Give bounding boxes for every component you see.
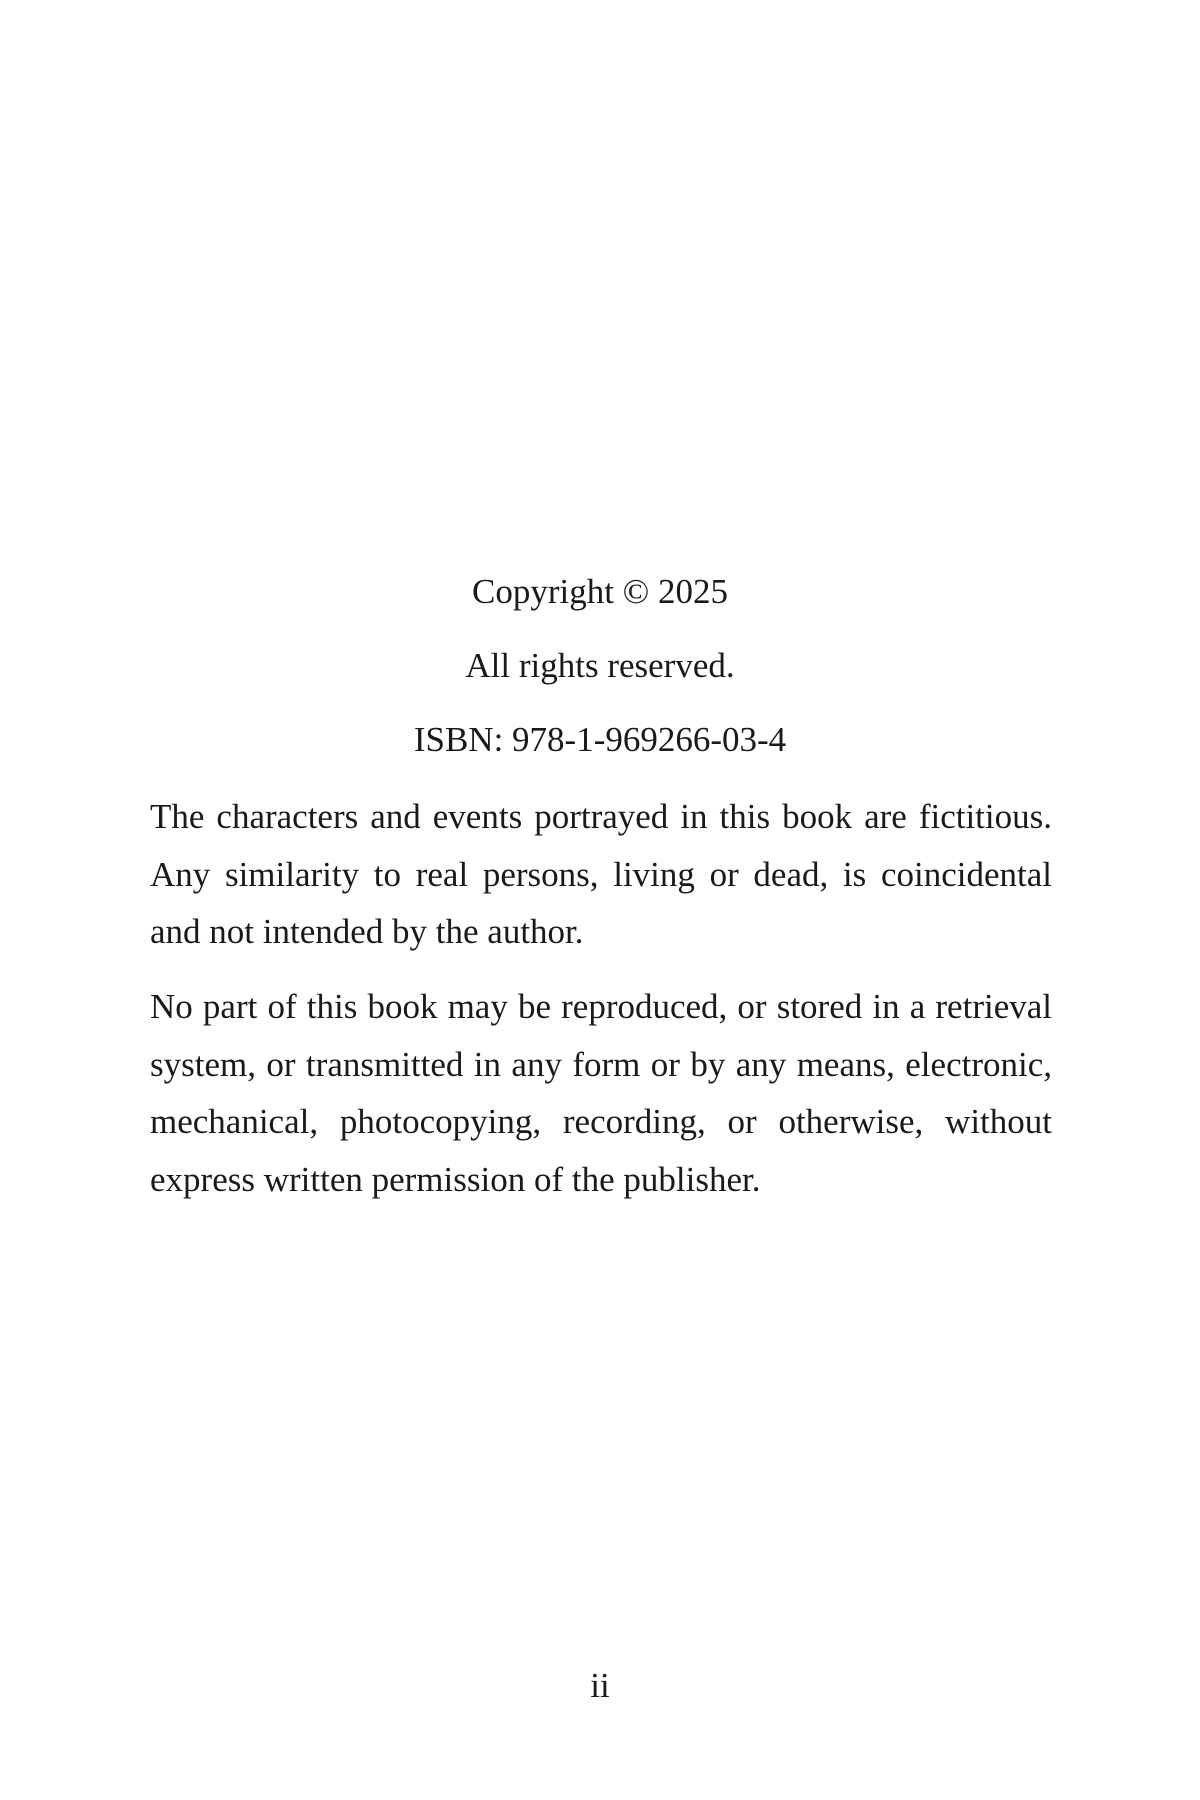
rights-statement: All rights reserved. — [465, 646, 735, 685]
isbn: ISBN: 978-1-969266-03-4 — [413, 720, 787, 759]
fiction-disclaimer-paragraph: The characters and events portrayed in this book are fictitious. Any similarity to real persons, living or dead, is coincidental and not intended by the author. — [150, 797, 1052, 951]
copyright-notice: Copyright © 2025 — [471, 572, 729, 611]
page-number: ii — [590, 1666, 610, 1705]
reproduction-notice-paragraph: No part of this book may be reproduced, or stored in a retrieval system, or transmitted in any form or by any means, electronic, mechanical, photocopying, recording, or otherwise, without express written permission of the publisher. — [150, 987, 1052, 1199]
